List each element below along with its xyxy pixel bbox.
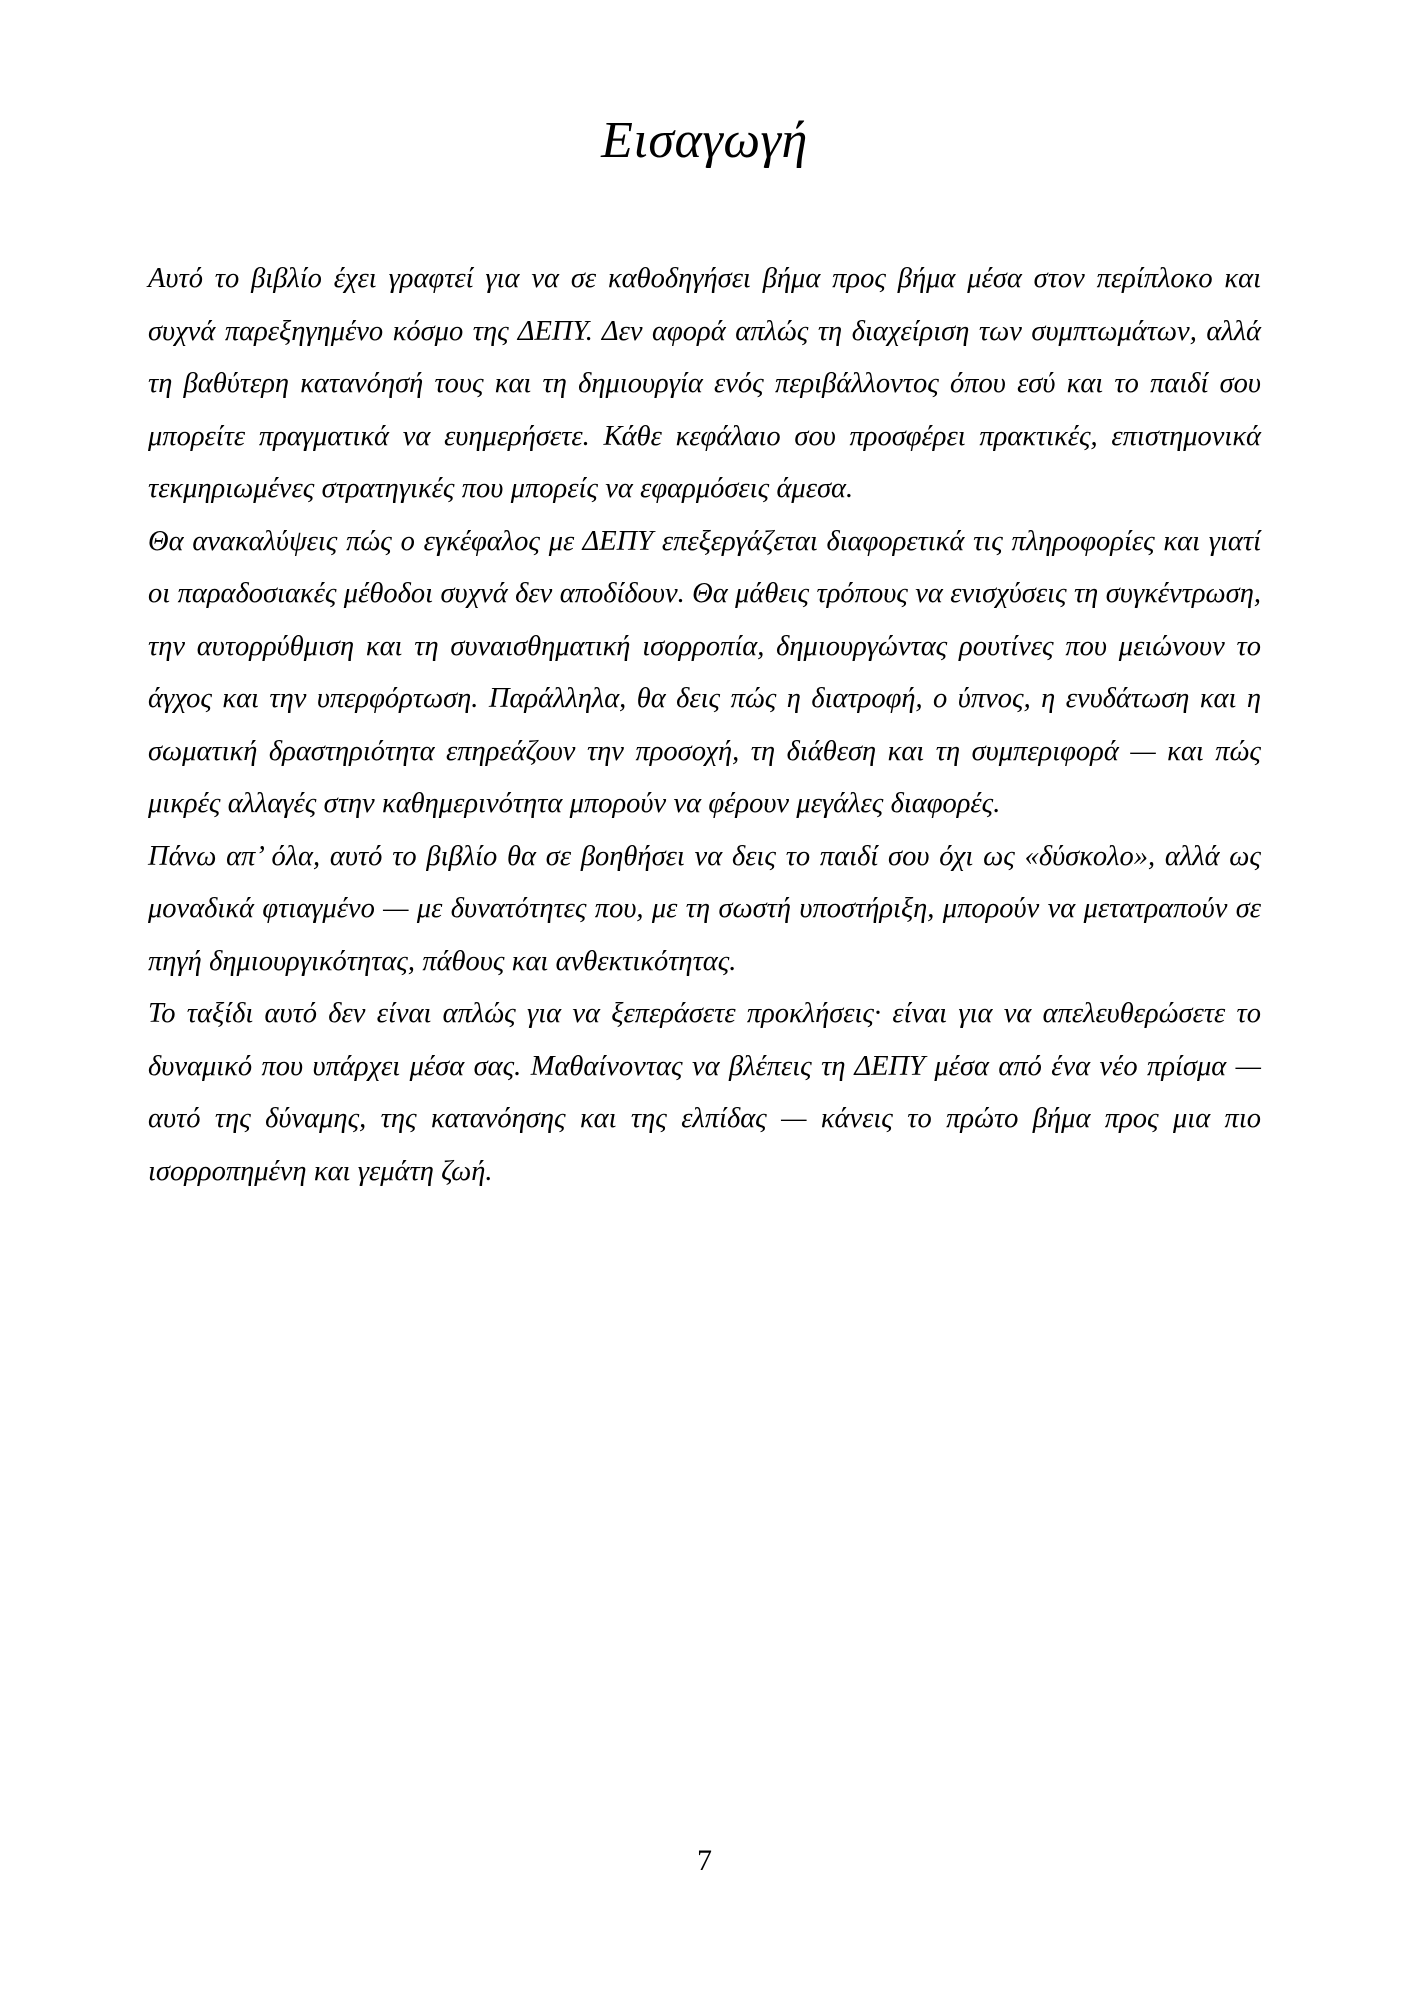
page-title: Εισαγωγή (601, 112, 808, 169)
paragraph: Θα ανακαλύψεις πώς ο εγκέφαλος με ΔΕΠΥ επεξεργάζεται διαφορετικά τις πληροφορίες και γιατί οι παραδοσιακές μέθοδοι συχνά δεν αποδίδουν. Θα μάθεις τρόπους να ενισχύσεις τη συγκέντρωση, την αυτορρύθμιση και τη συναισθηματική ισορροπία, δημιουργώντας ρουτίνες που μειώνουν το άγχος και την υπερφόρτωση. Παράλληλα, θα δεις πώς η διατροφή, ο ύπνος, η ενυδάτωση και η σωματική δραστηριότητα επηρεάζουν την προσοχή, τη διάθεση και τη συμπεριφορά — και πώς μικρές αλλαγές στην καθημερινότητα μπορούν να φέρουν μεγάλες διαφορές. (148, 525, 1261, 820)
paragraph: Το ταξίδι αυτό δεν είναι απλώς για να ξεπεράσετε προκλήσεις· είναι για να απελευθερώσετε το δυναμικό που υπάρχει μέσα σας. Μαθαίνοντας να βλέπεις τη ΔΕΠΥ μέσα από ένα νέο πρίσμα — αυτό της δύναμης, της κατανόησης και της ελπίδας — κάνεις το πρώτο βήμα προς μια πιο ισορροπημένη και γεμάτη ζωή. (148, 998, 1261, 1187)
page-number: 7 (697, 1844, 712, 1877)
paragraph: Αυτό το βιβλίο έχει γραφτεί για να σε καθοδηγήσει βήμα προς βήμα μέσα στον περίπλοκο και συχνά παρεξηγημένο κόσμο της ΔΕΠΥ. Δεν αφορά απλώς τη διαχείριση των συμπτωμάτων, αλλά τη βαθύτερη κατανόησή τους και τη δημιουργία ενός περιβάλλοντος όπου εσύ και το παιδί σου μπορείτε πραγματικά να ευημερήσετε. Κάθε κεφάλαιο σου προσφέρει πρακτικές, επιστημονικά τεκμηριωμένες στρατηγικές που μπορείς να εφαρμόσεις άμεσα. (148, 263, 1261, 505)
body-text-block (148, 169, 1261, 1198)
page-content-area (148, 0, 1261, 2000)
paragraph: Πάνω απ’ όλα, αυτό το βιβλίο θα σε βοηθήσει να δεις το παιδί σου όχι ως «δύσκολο», αλλά ως μοναδικά φτιαγμένο — με δυνατότητες που, με τη σωστή υποστήριξη, μπορούν να μετατραπούν σε πηγή δημιουργικότητας, πάθους και ανθεκτικότητας. (148, 840, 1261, 977)
